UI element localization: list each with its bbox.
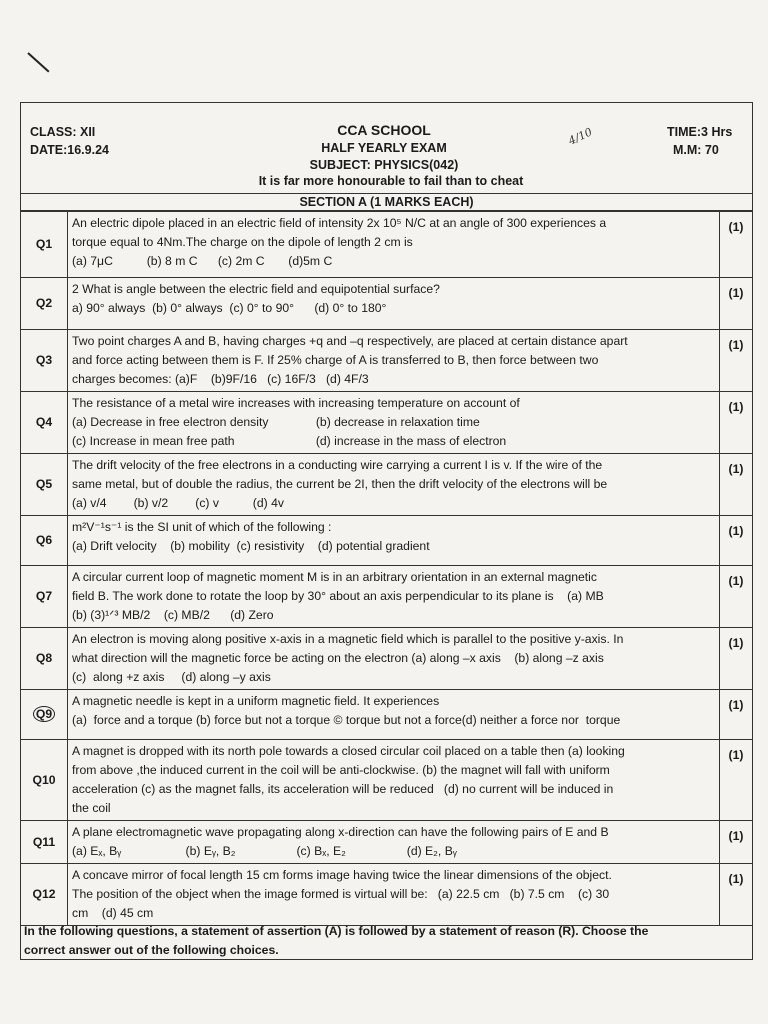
question-line: A concave mirror of focal length 15 cm forms image having twice the linear dimensions of the object. [72,868,612,882]
question-text [68,278,720,330]
question-text [68,740,720,821]
question-number: Q3 [21,330,68,392]
question-text [68,628,720,690]
question-marks: (1) [720,212,753,278]
question-marks: (1) [720,628,753,690]
question-line: (a) v/4 (b) v/2 (c) v (d) 4v [72,496,284,510]
question-marks: (1) [720,566,753,628]
handwritten-signature: 4/10 [566,125,595,148]
question-number: Q6 [21,516,68,566]
question-line: field B. The work done to rotate the loop by 30° about an axis perpendicular to its plane is (a) MB [72,589,604,603]
class-label: CLASS: XII [30,125,96,139]
date-label: DATE:16.9.24 [30,143,109,157]
question-line: 2 What is angle between the electric field and equipotential surface? [72,282,440,296]
max-marks-label: M.M: 70 [673,143,719,157]
question-row [21,278,753,330]
question-line: A circular current loop of magnetic moment M is in an arbitrary orientation in an external magnetic [72,570,597,584]
instruction-line-2: correct answer out of the following choices. [24,943,279,957]
question-line: the coil [72,801,111,815]
question-number: Q5 [21,454,68,516]
question-line: (a) Decrease in free electron density (b) decrease in relaxation time [72,415,480,429]
question-text [68,690,720,740]
question-number: Q1 [21,212,68,278]
motto: It is far more honourable to fail than to cheat [258,174,524,188]
question-line: A magnetic needle is kept in a uniform magnetic field. It experiences [72,694,440,708]
time-label: TIME:3 Hrs [667,125,733,139]
question-marks: (1) [720,864,753,926]
instruction-line-1: In the following questions, a statement of assertion (A) is followed by a statement of reason (R). Choose the [24,924,649,938]
question-number: Q8 [21,628,68,690]
question-text [68,330,720,392]
question-row [21,212,753,278]
question-line: m²V⁻¹s⁻¹ is the SI unit of which of the following : [72,520,332,534]
question-line: same metal, but of double the radius, the current be 2I, then the drift velocity of the electrons will be [72,477,608,491]
question-text [68,212,720,278]
question-text [68,392,720,454]
question-line: (c) along +z axis (d) along –y axis [72,670,271,684]
question-number: Q12 [21,864,68,926]
question-marks: (1) [720,454,753,516]
question-marks: (1) [720,392,753,454]
question-line: A magnet is dropped with its north pole towards a closed circular coil placed on a table then (a) looking [72,744,625,758]
question-line: acceleration (c) as the magnet falls, its acceleration will be reduced (d) no current will be induced in [72,782,614,796]
question-line: The position of the object when the image formed is virtual will be: (a) 22.5 cm (b) 7.5 cm (c) 30 [72,887,610,901]
question-row [21,740,753,821]
question-number [21,690,68,740]
pen-mark [27,52,49,72]
exam-title: HALF YEARLY EXAM [321,141,447,155]
question-marks: (1) [720,740,753,821]
question-number: Q2 [21,278,68,330]
question-marks: (1) [720,516,753,566]
question-line: A plane electromagnetic wave propagating along x-direction can have the following pairs of E and B [72,825,609,839]
question-row [21,330,753,392]
question-line: torque equal to 4Nm.The charge on the dipole of length 2 cm is [72,235,413,249]
question-row [21,516,753,566]
question-line: a) 90° always (b) 0° always (c) 0° to 90° (d) 0° to 180° [72,301,387,315]
question-line: (a) Eₓ, Bᵧ (b) Eᵧ, B₂ (c) Bₓ, E₂ (d) E₂, Bᵧ [72,844,457,858]
question-line: (c) Increase in mean free path (d) increase in the mass of electron [72,434,507,448]
circled-question-number: Q9 [33,706,55,722]
question-line: Two point charges A and B, having charges +q and –q respectively, are placed at certain distance apart [72,334,628,348]
question-text [68,454,720,516]
question-line: (a) 7μC (b) 8 m C (c) 2m C (d)5m C [72,254,333,268]
question-row [21,566,753,628]
assertion-instructions [24,922,746,960]
question-line: The resistance of a metal wire increases with increasing temperature on account of [72,396,520,410]
questions-table [20,211,753,926]
question-marks: (1) [720,690,753,740]
question-number: Q10 [21,740,68,821]
question-line: An electron is moving along positive x-axis in a magnetic field which is parallel to the positive y-axis. In [72,632,624,646]
question-text [68,864,720,926]
question-line: charges becomes: (a)F (b)9F/16 (c) 16F/3 (d) 4F/3 [72,372,369,386]
question-row [21,392,753,454]
question-number: Q11 [21,821,68,864]
question-line: and force acting between them is F. If 25% charge of A is transferred to B, then force between two [72,353,599,367]
question-marks: (1) [720,278,753,330]
question-row [21,628,753,690]
section-a-title: SECTION A (1 MARKS EACH) [20,193,753,211]
question-marks: (1) [720,330,753,392]
subject-title: SUBJECT: PHYSICS(042) [309,158,459,172]
question-row [21,821,753,864]
question-line: The drift velocity of the free electrons in a conducting wire carrying a current I is v. If the wire of the [72,458,603,472]
question-line: cm (d) 45 cm [72,906,154,920]
question-line: (a) force and a torque (b) force but not a torque © torque but not a force(d) neither a force nor torque [72,713,621,727]
question-row [21,690,753,740]
question-line: what direction will the magnetic force be acting on the electron (a) along –x axis (b) along –z axis [72,651,604,665]
question-text [68,566,720,628]
question-line: An electric dipole placed in an electric field of intensity 2x 10⁵ N/C at an angle of 300 experiences a [72,216,607,230]
question-number: Q4 [21,392,68,454]
question-marks: (1) [720,821,753,864]
question-line: from above ,the induced current in the coil will be anti-clockwise. (b) the magnet will fall with uniform [72,763,610,777]
question-text [68,821,720,864]
school-name: CCA SCHOOL [337,122,431,138]
question-line: (b) (3)¹ᐟ³ MB/2 (c) MB/2 (d) Zero [72,608,274,622]
question-number: Q7 [21,566,68,628]
question-row [21,454,753,516]
question-row [21,864,753,926]
question-line: (a) Drift velocity (b) mobility (c) resistivity (d) potential gradient [72,539,430,553]
question-text [68,516,720,566]
